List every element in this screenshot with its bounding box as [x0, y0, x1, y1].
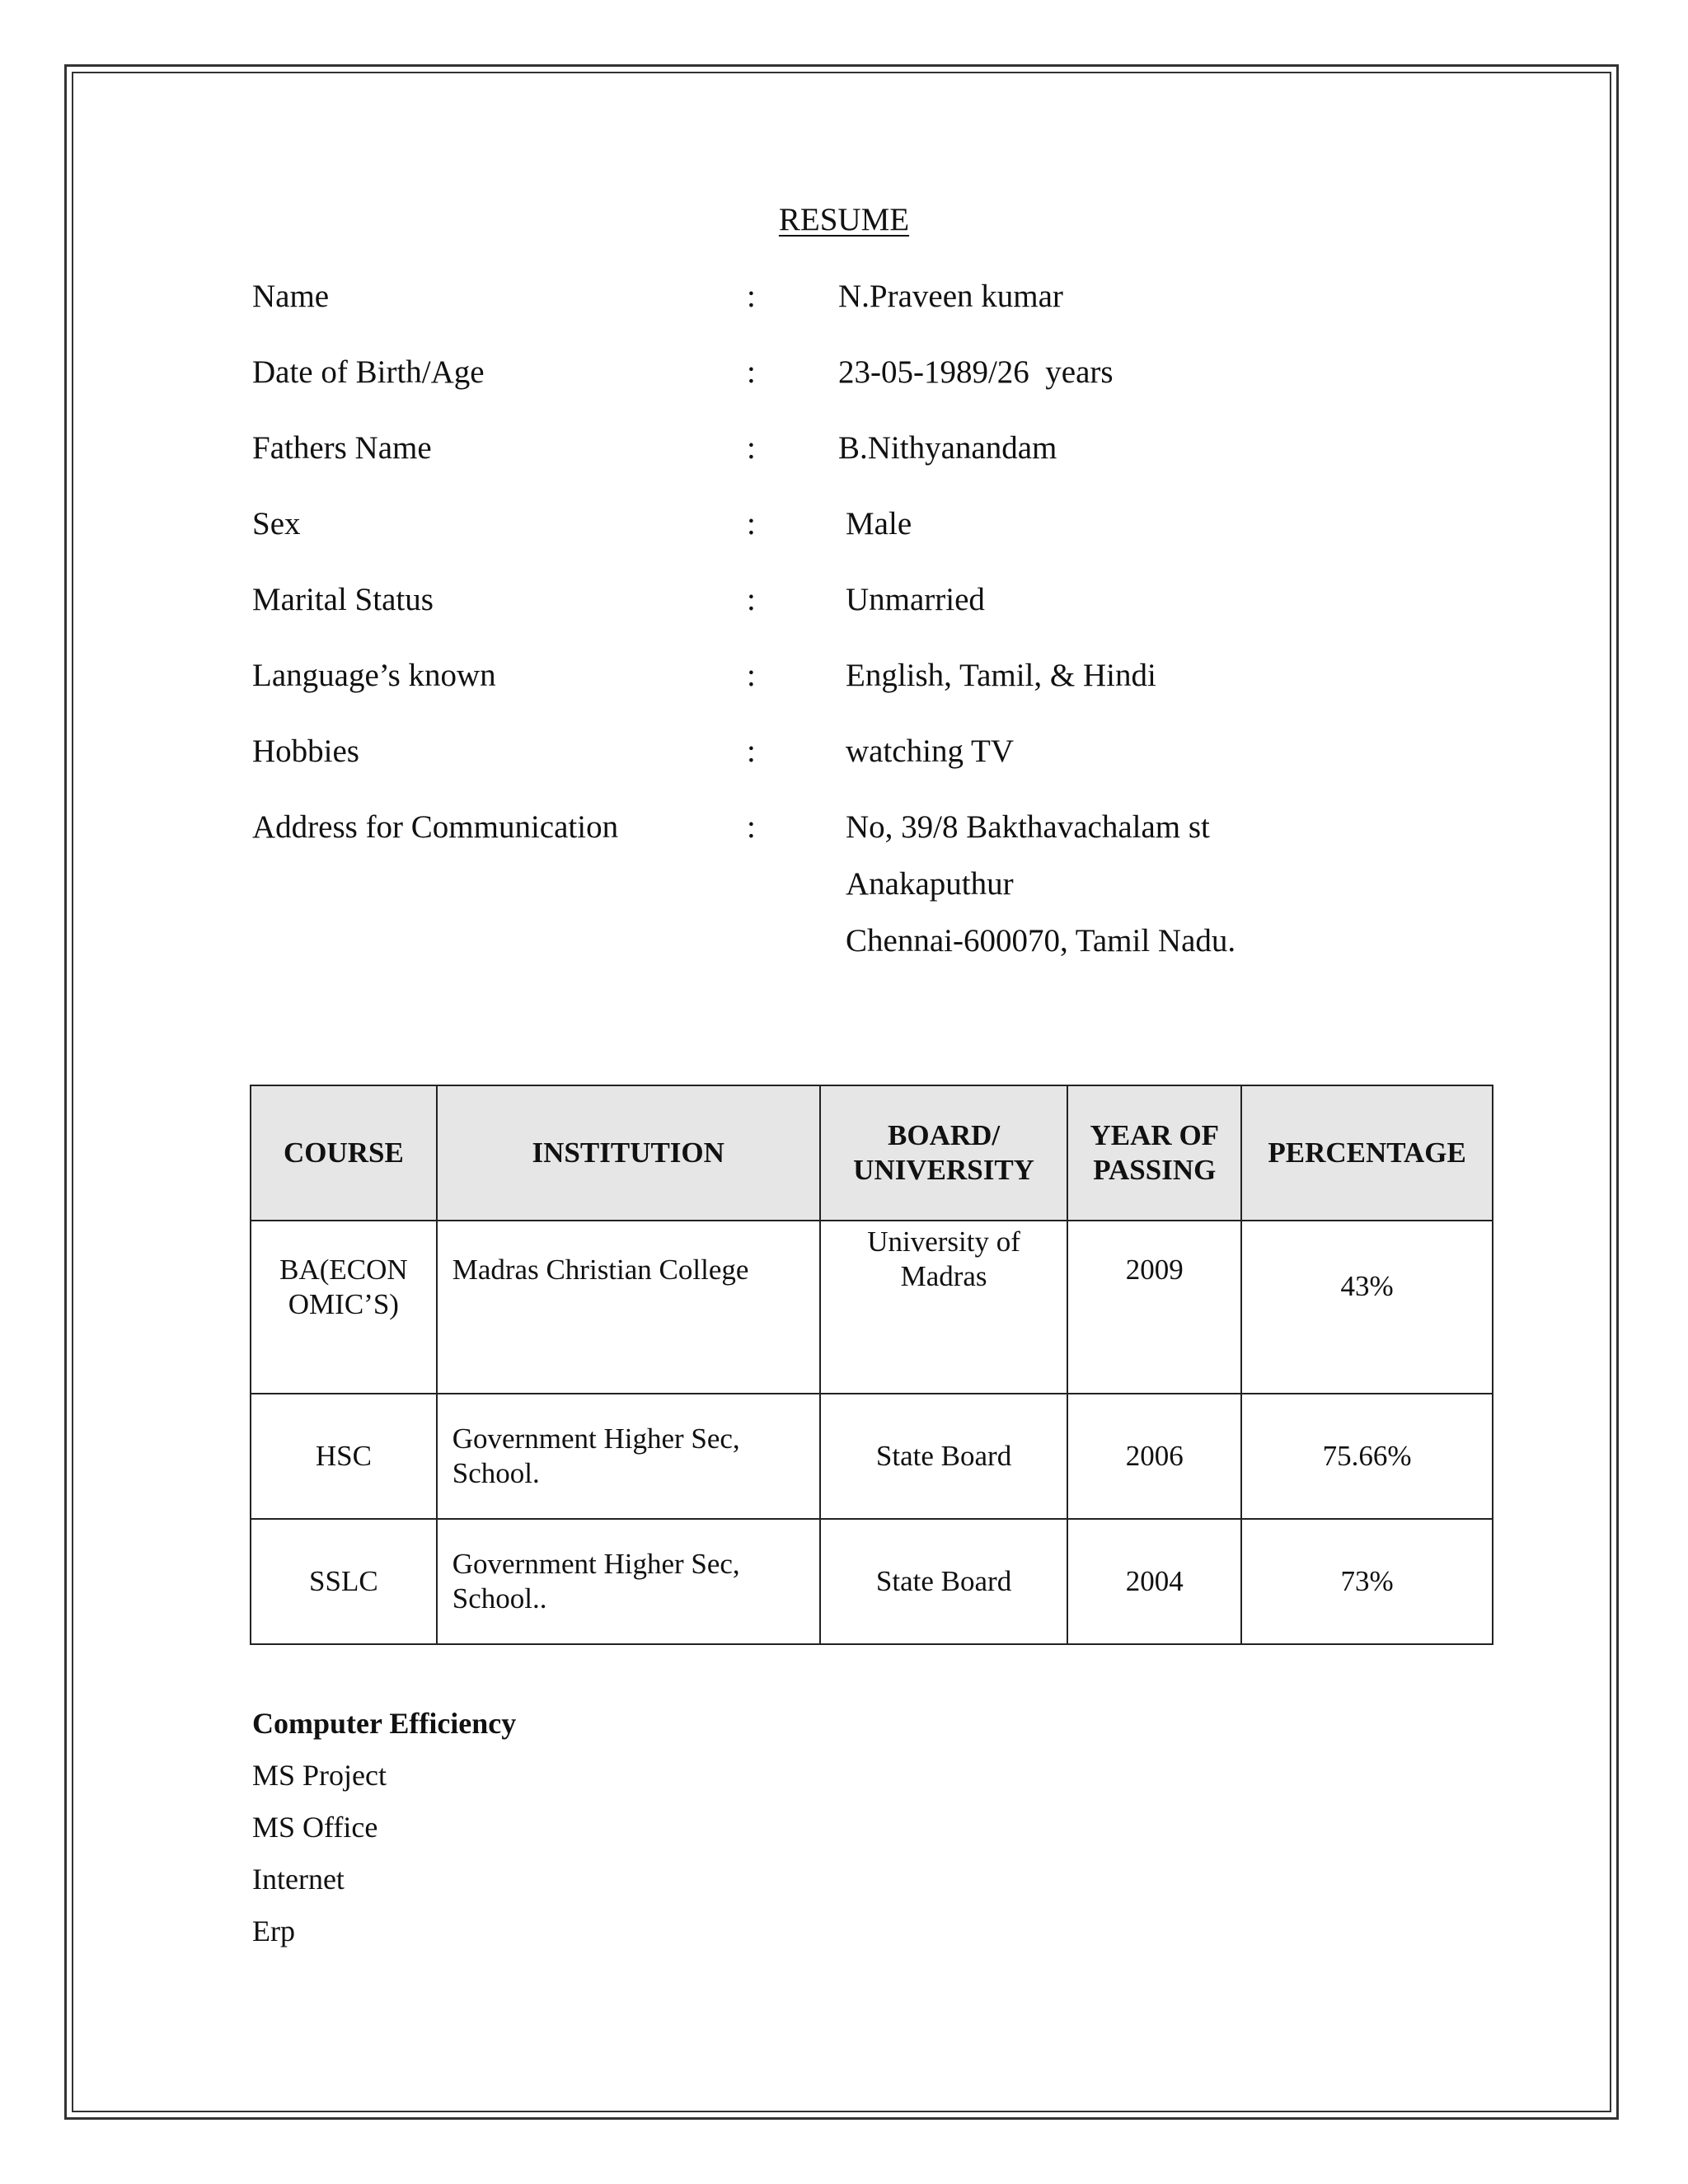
skill-item: MS Office	[252, 1811, 378, 1844]
cell-board: State Board	[820, 1394, 1068, 1519]
column-header-board-university: BOARD/ UNIVERSITY	[820, 1085, 1068, 1221]
table-row	[251, 1519, 1493, 1644]
field-name	[0, 276, 1688, 317]
field-value: English, Tamil, & Hindi	[846, 658, 1156, 693]
field-date-of-birth	[0, 352, 1688, 393]
cell-course: SSLC	[251, 1519, 437, 1644]
cell-course: BA(ECON OMIC’S)	[251, 1221, 437, 1394]
computer-efficiency-heading: Computer Efficiency	[252, 1707, 517, 1740]
field-label: Fathers Name	[252, 430, 432, 466]
column-header-percentage: PERCENTAGE	[1241, 1085, 1493, 1221]
field-colon: :	[747, 809, 756, 845]
field-colon: :	[747, 733, 756, 769]
field-languages-known	[0, 655, 1688, 696]
field-colon: :	[747, 279, 756, 314]
field-colon: :	[747, 658, 756, 693]
table-row	[251, 1394, 1493, 1519]
field-colon: :	[747, 582, 756, 617]
field-label: Date of Birth/Age	[252, 354, 485, 390]
field-value: watching TV	[846, 733, 1014, 769]
cell-percentage: 75.66%	[1241, 1394, 1493, 1519]
field-label: Language’s known	[252, 658, 496, 693]
column-header-year-of-passing: YEAR OF PASSING	[1067, 1085, 1241, 1221]
cell-percentage: 73%	[1241, 1519, 1493, 1644]
skill-item: MS Project	[252, 1759, 387, 1792]
cell-institution: Government Higher Sec, School.	[437, 1394, 820, 1519]
field-sex	[0, 504, 1688, 545]
field-label: Marital Status	[252, 582, 434, 617]
column-header-institution: INSTITUTION	[437, 1085, 820, 1221]
skill-item: Internet	[252, 1863, 345, 1896]
field-label: Address for Communication	[252, 809, 619, 845]
field-fathers-name	[0, 428, 1688, 469]
field-value: No, 39/8 Bakthavachalam st	[846, 809, 1210, 845]
resume-title	[0, 199, 1688, 241]
field-colon: :	[747, 354, 756, 390]
cell-percentage: 43%	[1241, 1221, 1493, 1394]
address-line: Chennai-600070, Tamil Nadu.	[846, 923, 1236, 958]
address-line: Anakaputhur	[846, 866, 1014, 902]
cell-institution: Madras Christian College	[437, 1221, 820, 1394]
cell-course: HSC	[251, 1394, 437, 1519]
field-value: B.Nithyanandam	[838, 430, 1057, 466]
skill-item: Erp	[252, 1915, 295, 1947]
field-label: Name	[252, 279, 330, 314]
field-value: 23-05-1989/26 years	[838, 354, 1114, 390]
cell-year: 2004	[1067, 1519, 1241, 1644]
education-table	[250, 1085, 1493, 1645]
cell-institution: Government Higher Sec, School..	[437, 1519, 820, 1644]
table-header-row	[251, 1085, 1493, 1221]
field-label: Sex	[252, 506, 301, 541]
cell-board: University of Madras	[820, 1221, 1068, 1394]
cell-year: 2009	[1067, 1221, 1241, 1394]
table-row	[251, 1221, 1493, 1394]
column-header-course: COURSE	[251, 1085, 437, 1221]
field-colon: :	[747, 430, 756, 466]
field-value: N.Praveen kumar	[838, 279, 1063, 314]
field-value: Male	[846, 506, 912, 541]
resume-title-text: RESUME	[778, 202, 910, 237]
cell-board: State Board	[820, 1519, 1068, 1644]
field-marital-status	[0, 579, 1688, 621]
field-colon: :	[747, 506, 756, 541]
cell-year: 2006	[1067, 1394, 1241, 1519]
field-address	[0, 807, 1688, 848]
field-hobbies	[0, 731, 1688, 772]
field-label: Hobbies	[252, 733, 359, 769]
field-value: Unmarried	[846, 582, 985, 617]
